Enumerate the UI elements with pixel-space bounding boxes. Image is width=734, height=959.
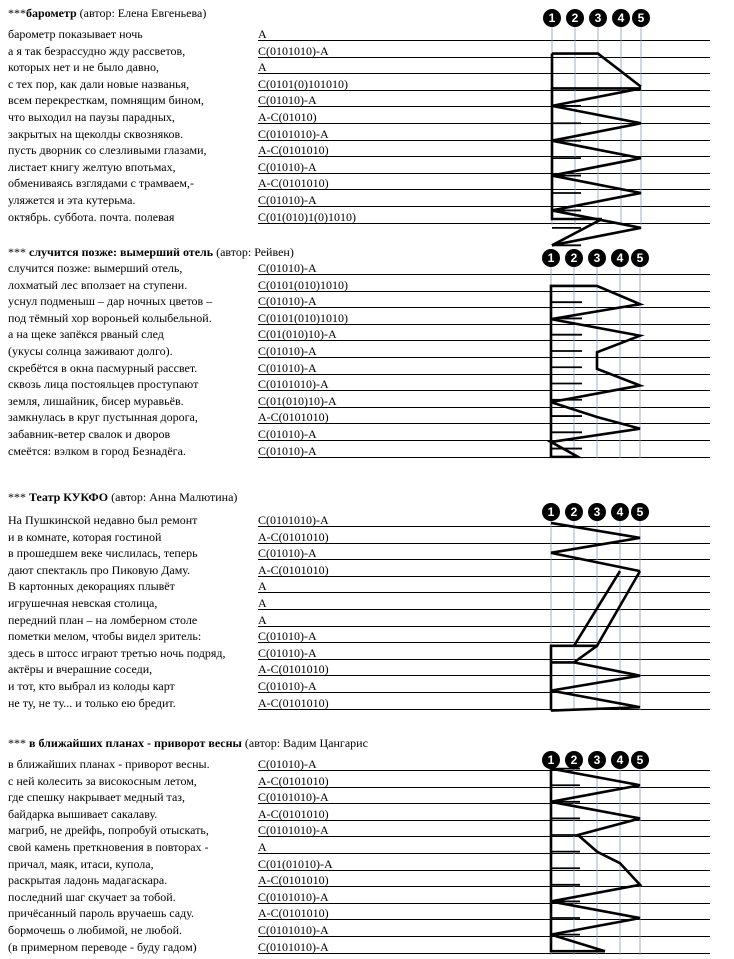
column-marker-number: 4: [616, 251, 624, 265]
verse-line: листает книгу желтую впотьмах,: [8, 159, 176, 174]
verse-line: свой камень преткновения в повторах -: [8, 840, 209, 854]
verse-line: раскрытая ладонь мадагаскара.: [8, 873, 168, 888]
meter-zigzag: [551, 286, 640, 457]
column-marker-number: 5: [636, 251, 644, 265]
verse-line: скребётся в окна пасмурный рассвет.: [8, 360, 198, 375]
meter-scheme: А-С(0101010): [258, 662, 329, 677]
title-stars: ***: [8, 6, 26, 20]
title-bold: Театр КУКФО: [29, 490, 109, 504]
column-marker-number: 2: [570, 251, 578, 265]
verse-line: лохматый лес вползает на ступени.: [8, 277, 188, 292]
verse-line: земля, лишайник, бисер муравьёв.: [8, 393, 184, 408]
verse-line: а на щеке запёкся рваный след: [8, 327, 164, 342]
verse-line: что выходил на паузы парадных,: [8, 110, 175, 124]
meter-scheme: А: [258, 579, 267, 594]
title-bold: барометр: [26, 6, 77, 20]
meter-scheme: С(0101(010)1010): [258, 310, 348, 325]
meter-scheme: А-С(0101010): [258, 773, 329, 788]
meter-zigzag: [552, 88, 641, 245]
meter-scheme: А-С(0101010): [258, 176, 329, 191]
verse-line: (в примерном переводе - буду гадом): [8, 939, 197, 954]
verse-line: бормочешь о любимой, не любой.: [8, 923, 183, 937]
verse-line: причал, маяк, итаси, купола,: [8, 856, 154, 871]
meter-scheme: А: [258, 27, 267, 41]
meter-scheme: А-С(01010): [258, 110, 317, 124]
meter-scheme: А: [258, 596, 267, 610]
verse-line: уляжется и эта кутерьма.: [8, 193, 136, 207]
meter-scheme: С(0101(0)101010): [258, 76, 348, 91]
meter-scheme: С(01(01010)-А: [258, 856, 333, 871]
meter-scheme: С(0101010)-А: [258, 939, 329, 954]
verse-line: забавник-ветер свалок и дворов: [8, 427, 171, 441]
column-marker-number: 4: [617, 11, 625, 25]
verse-line: (укусы солнца заживают долго).: [8, 344, 173, 358]
verse-line: где спешку накрывает медный таз,: [8, 790, 186, 805]
column-marker-number: 5: [636, 753, 644, 767]
meter-scheme: А-С(0101010): [258, 529, 329, 544]
meter-scheme: С(01010)-А: [258, 360, 317, 375]
meter-scheme: С(0101010)-А: [258, 43, 329, 58]
meter-scheme: С(01010)-А: [258, 679, 317, 693]
title-stars: ***: [8, 245, 29, 259]
column-marker-number: 3: [593, 251, 601, 265]
verse-line: которых нет и не было давно,: [8, 60, 160, 75]
verse-line: с ней колесить за високосным летом,: [8, 773, 197, 788]
meter-scheme: А-С(0101010): [258, 695, 329, 710]
verse-line: всем перекресткам, помнящим бином,: [8, 93, 204, 108]
meter-scheme: А-С(0101010): [258, 143, 329, 158]
verse-line: случится позже: вымерший отель,: [8, 261, 183, 275]
verse-line: сквозь лица постояльцев проступают: [8, 377, 199, 392]
column-marker-number: 2: [570, 505, 578, 519]
verse-line: игрушечная невская столица,: [8, 596, 158, 610]
verse-line: пусть дворник со слезливыми глазами,: [8, 143, 207, 158]
verse-line: актёры и вчерашние соседи,: [8, 662, 153, 677]
meter-outline: [552, 54, 641, 87]
meter-scheme: С(0101010)-А: [258, 513, 329, 527]
verse-line: пометки мелом, чтобы видел зритель:: [8, 629, 202, 644]
verse-line: не ту, не ту... и только ею бредит.: [8, 695, 176, 710]
verse-line: и в комнате, которая гостиной: [8, 529, 162, 544]
meter-scheme: С(0101010)-А: [258, 126, 329, 141]
column-marker-number: 1: [547, 753, 555, 767]
title-bold: в ближайших планах - приворот весны: [29, 736, 242, 750]
title-author: (автор: Рейвен): [213, 245, 294, 259]
verse-line: байдарка вышивает сакалаву.: [8, 806, 158, 821]
verse-line: дают спектакль про Пиковую Даму.: [8, 562, 191, 577]
meter-scheme: С(0101010)-А: [258, 823, 329, 838]
verse-line: с тех пор, как дали новые названья,: [8, 76, 190, 91]
title-author: (автор: Анна Малютина): [108, 490, 238, 504]
meter-scheme: С(01010)-А: [258, 294, 317, 309]
meter-scheme: С(0101010)-А: [258, 889, 329, 904]
verse-line: магриб, не дрейфь, попробуй отыскать,: [8, 823, 209, 838]
title-author: (автор: Елена Евгеньева): [76, 6, 207, 20]
title-stars: ***: [8, 736, 29, 750]
column-marker-number: 3: [593, 505, 601, 519]
column-marker-number: 2: [570, 753, 578, 767]
meter-scheme: С(01(010)10)-А: [258, 393, 337, 408]
verse-line: здесь в штосс играют третью ночь подряд,: [8, 645, 226, 660]
title-author: (автор: Вадим Цангарис: [241, 736, 368, 750]
meter-scheme: С(01010)-А: [258, 645, 317, 660]
meter-scheme: А-С(0101010): [258, 906, 329, 921]
verse-line: замкнулась в круг пустынная дорога,: [8, 410, 198, 425]
title-stars: ***: [8, 490, 29, 504]
meter-scheme: С(01010)-А: [258, 159, 317, 174]
verse-line: обмениваясь взглядами с трамваем,-: [8, 176, 194, 191]
verse-line: барометр показывает ночь: [8, 27, 143, 41]
verse-line: последний шаг скучает за тобой.: [8, 889, 176, 904]
meter-scheme: С(01010)-А: [258, 261, 317, 275]
meter-outline: [552, 54, 641, 89]
verse-line: и тот, кто выбрал из колоды карт: [8, 679, 175, 693]
column-marker-number: 1: [547, 505, 555, 519]
column-marker-number: 1: [547, 251, 555, 265]
meter-zigzag: [551, 769, 640, 952]
meter-scheme: С(01010)-А: [258, 427, 317, 441]
verse-line: передний план – на ломберном столе: [8, 612, 198, 627]
meter-scheme: А: [258, 60, 267, 75]
meter-scheme: С(0101010)-А: [258, 790, 329, 805]
meter-scheme: С(01010)-А: [258, 93, 317, 108]
verse-line: В картонных декорациях плывёт: [8, 579, 175, 594]
meter-scheme: С(01(010)1(0)1010): [258, 209, 356, 224]
meter-scheme: С(01010)-А: [258, 757, 317, 771]
meter-scheme: С(0101010)-А: [258, 923, 329, 937]
meter-scheme: С(01010)-А: [258, 629, 317, 644]
meter-scheme: С(01010)-А: [258, 344, 317, 358]
verse-line: октябрь. суббота. почта. полевая: [8, 209, 175, 224]
verse-line: На Пушкинской недавно был ремонт: [8, 513, 198, 527]
title-bold: случится позже: вымерший отель: [29, 245, 214, 259]
meter-scheme: С(0101010)-А: [258, 377, 329, 392]
column-marker-number: 5: [637, 11, 645, 25]
column-marker-number: 2: [571, 11, 579, 25]
column-marker-number: 3: [593, 753, 601, 767]
verse-line: уснул подменыш – дар ночных цветов –: [8, 294, 213, 309]
meter-zigzag: [551, 662, 640, 710]
meter-scheme: С(01010)-А: [258, 443, 317, 458]
column-marker-number: 4: [616, 753, 624, 767]
verse-line: в прошедшем веке числилась, теперь: [8, 546, 198, 561]
meter-scheme: А-С(0101010): [258, 873, 329, 888]
meter-scheme: С(0101(010)1010): [258, 277, 348, 292]
column-marker-number: 3: [594, 11, 602, 25]
meter-scheme: С(01010)-А: [258, 193, 317, 207]
meter-scheme: С(01010)-А: [258, 546, 317, 561]
verse-line: причёсанный пароль вручаешь саду.: [8, 906, 194, 921]
column-marker-number: 4: [616, 505, 624, 519]
meter-scheme: С(01(010)10)-А: [258, 327, 337, 342]
column-marker-number: 5: [636, 505, 644, 519]
meter-scheme: А: [258, 612, 267, 627]
meter-scheme: А: [258, 840, 267, 854]
verse-line: в ближайших планах - приворот весны.: [8, 757, 210, 771]
verse-line: закрытых на щеколды сквозняков.: [8, 126, 184, 141]
meter-zigzag: [551, 523, 640, 571]
meter-scheme: А-С(0101010): [258, 562, 329, 577]
verse-line: смеётся: вэлком в город Безнадёга.: [8, 443, 186, 458]
column-marker-number: 1: [548, 11, 556, 25]
verse-line: а я так безрассудно жду рассветов,: [8, 43, 186, 58]
meter-scheme: А-С(0101010): [258, 806, 329, 821]
meter-scheme: А-С(0101010): [258, 410, 329, 425]
verse-line: под тёмный хор вороньей колыбельной.: [8, 310, 212, 325]
